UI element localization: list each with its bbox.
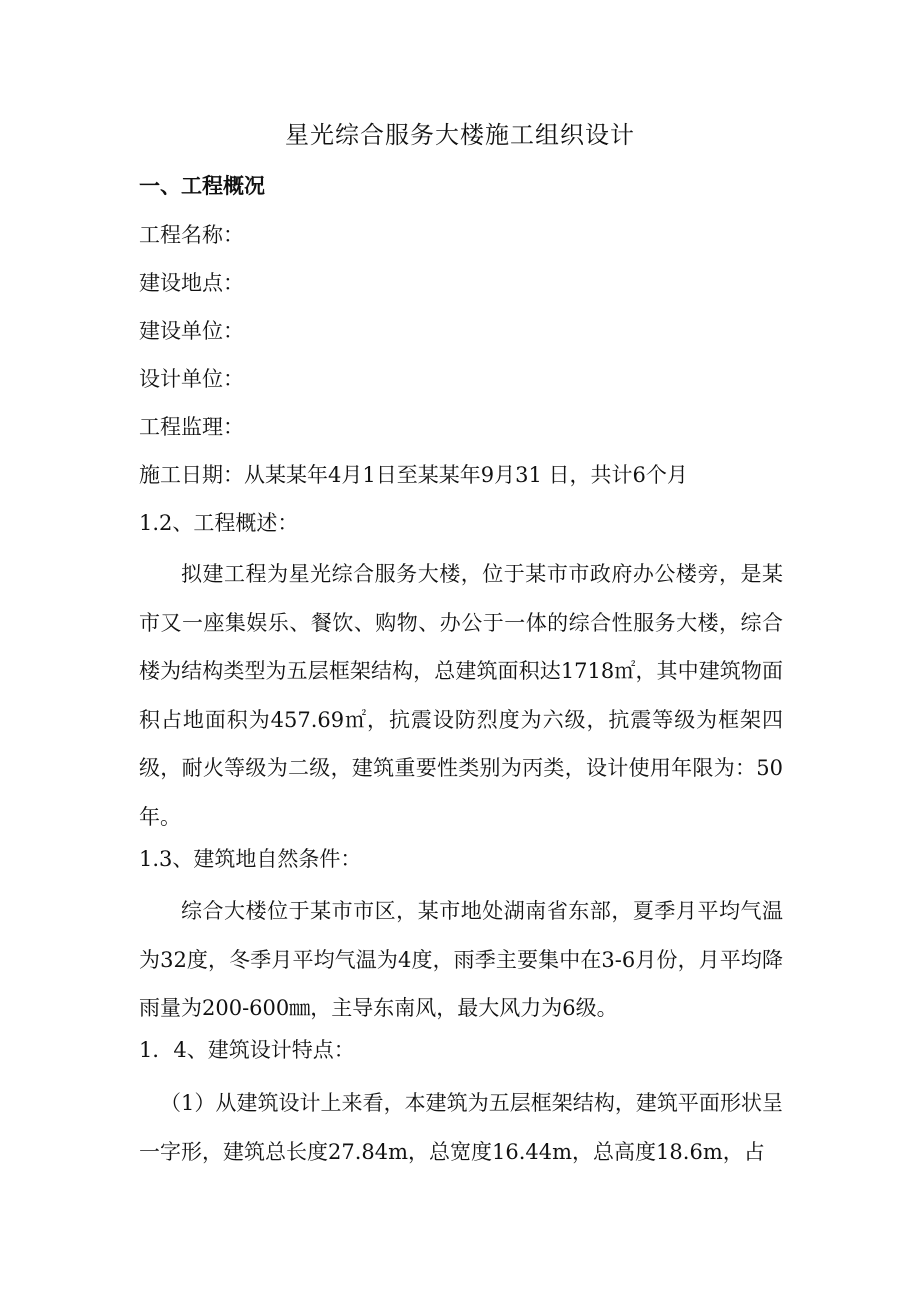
field-design-unit: 设计单位：	[139, 367, 244, 391]
section-1-4-body: （1）从建筑设计上来看，本建筑为五层框架结构，建筑平面形状呈一字形，建筑总长度27.84m，总宽度16.44m，总高度18.6m，占	[139, 1091, 783, 1164]
field-developer: 建设单位：	[139, 319, 244, 343]
section-1-3-body: 综合大楼位于某市市区，某市地处湖南省东部，夏季月平均气温为32度，冬季月平均气温为4度，雨季主要集中在3-6月份，月平均降雨量为200-600㎜，主导东南风，最大风力为6级。	[139, 899, 783, 1020]
section-1-2-body: 拟建工程为星光综合服务大楼，位于某市市政府办公楼旁，是某市又一座集娱乐、餐饮、购物、办公于一体的综合性服务大楼，综合楼为结构类型为五层框架结构，总建筑面积达1718㎡，其中建筑物面积占地面积为457.69㎡，抗震设防烈度为六级，抗震等级为框架四级，耐火等级为二级，建筑重要性类别为丙类，设计使用年限为：50年。	[139, 562, 783, 829]
field-site-location: 建设地点：	[139, 271, 244, 295]
construction-period: 施工日期：从某某年4月1日至某某年9月31 日，共计6个月	[139, 463, 688, 487]
section-1-3-heading: 1.3、建筑地自然条件：	[139, 847, 362, 871]
document-title: 星光综合服务大楼施工组织设计	[285, 121, 635, 149]
section-1-2-heading: 1.2、工程概述：	[139, 511, 299, 535]
section-1-4-heading: 1．4、建筑设计特点：	[139, 1038, 355, 1062]
field-project-name: 工程名称：	[139, 223, 244, 247]
section-heading: 一、工程概况	[139, 174, 265, 198]
field-supervisor: 工程监理：	[139, 415, 244, 439]
